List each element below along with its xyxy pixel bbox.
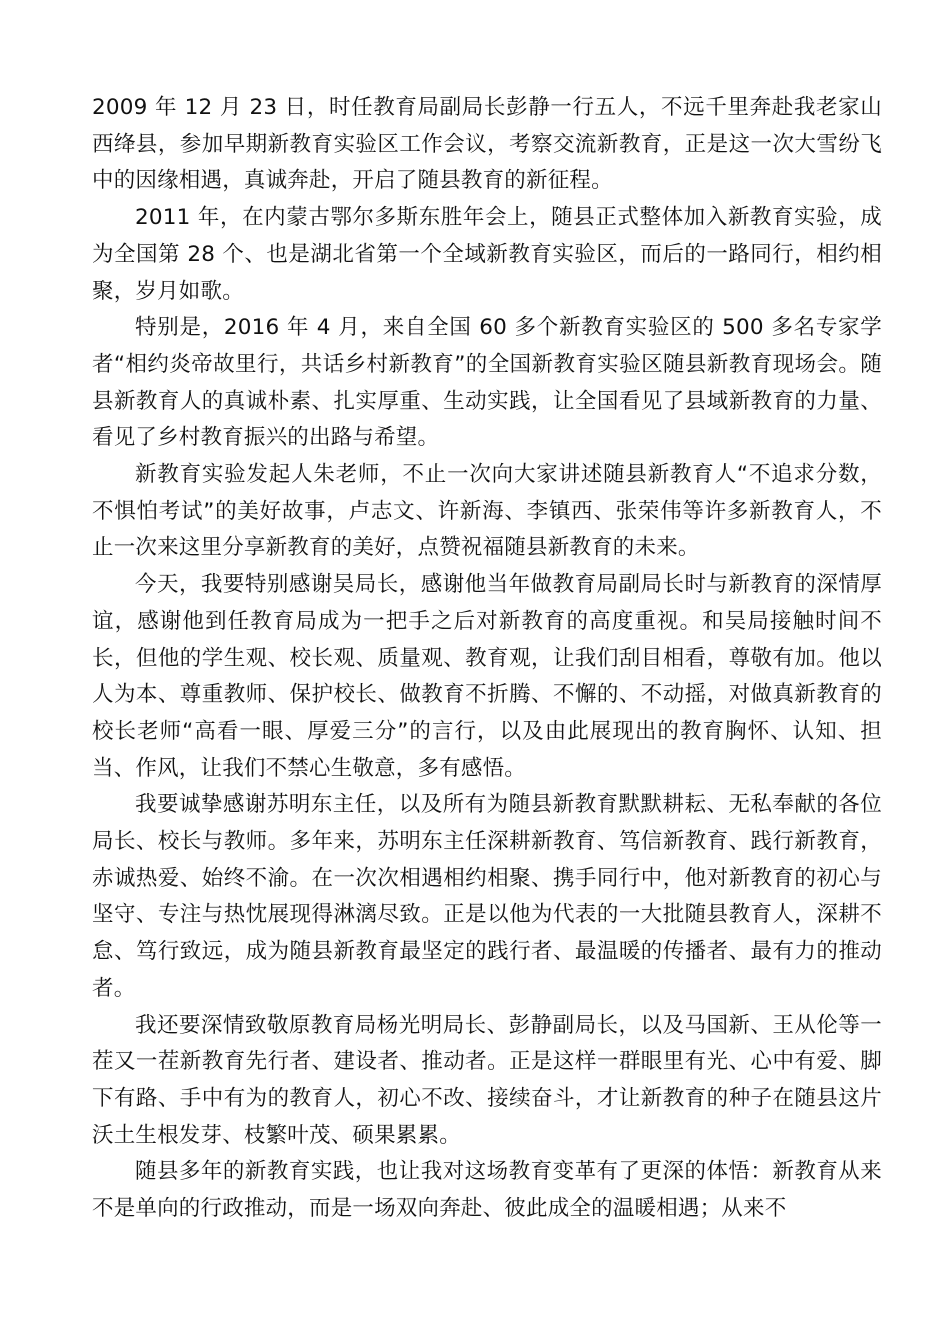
paragraph-5: 今天，我要特别感谢吴局长，感谢他当年做教育局副局长时与新教育的深情厚谊，感谢他到任教育局成为一把手之后对新教育的高度重视。和吴局接触时间不长，但他的学生观、校长观、质量观、教育观，让我们刮目相看，尊敬有加。他以人为本、尊重教师、保护校长、做教育不折腾、不懈的、不动摇，对做真新教育的校长老师“高看一眼、厚爱三分”的言行，以及由此展现出的教育胸怀、认知、担当、作风，让我们不禁心生敬意，多有感悟。 [92, 572, 882, 781]
paragraph-1: 2009 年 12 月 23 日，时任教育局副局长彭静一行五人，不远千里奔赴我老家山西绛县，参加早期新教育实验区工作会议，考察交流新教育，正是这一次大雪纷飞中的因缘相遇，真诚奔赴，开启了随县教育的新征程。 [92, 95, 882, 194]
paragraph-7: 我还要深情致敬原教育局杨光明局长、彭静副局长，以及马国新、王从伦等一茬又一茬新教育先行者、建设者、推动者。正是这样一群眼里有光、心中有爱、脚下有路、手中有为的教育人，初心不改、接续奋斗，才让新教育的种子在随县这片沃土生根发芽、枝繁叶茂、硕果累累。 [92, 1012, 882, 1148]
document-page [92, 90, 882, 1228]
paragraph-4: 新教育实验发起人朱老师，不止一次向大家讲述随县新教育人“不追求分数，不惧怕考试”的美好故事，卢志文、许新海、李镇西、张荣伟等许多新教育人，不止一次来这里分享新教育的美好，点赞祝福随县新教育的未来。 [92, 462, 882, 561]
paragraph-8: 随县多年的新教育实践，也让我对这场教育变革有了更深的体悟：新教育从来不是单向的行政推动，而是一场双向奔赴、彼此成全的温暖相遇；从来不 [92, 1159, 882, 1222]
paragraph-3: 特别是，2016 年 4 月，来自全国 60 多个新教育实验区的 500 多名专家学者“相约炎帝故里行，共话乡村新教育”的全国新教育实验区随县新教育现场会。随县新教育人的真诚朴素、扎实厚重、生动实践，让全国看见了县域新教育的力量、看见了乡村教育振兴的出路与希望。 [92, 315, 882, 451]
paragraph-6: 我要诚挚感谢苏明东主任，以及所有为随县新教育默默耕耘、无私奉献的各位局长、校长与教师。多年来，苏明东主任深耕新教育、笃信新教育、践行新教育，赤诚热爱、始终不渝。在一次次相遇相约相聚、携手同行中，他对新教育的初心与坚守、专注与热忱展现得淋漓尽致。正是以他为代表的一大批随县教育人，深耕不怠、笃行致远，成为随县新教育最坚定的践行者、最温暖的传播者、最有力的推动者。 [92, 792, 882, 1001]
paragraph-2: 2011 年，在内蒙古鄂尔多斯东胜年会上，随县正式整体加入新教育实验，成为全国第 28 个、也是湖北省第一个全域新教育实验区，而后的一路同行，相约相聚，岁月如歌。 [92, 205, 882, 304]
